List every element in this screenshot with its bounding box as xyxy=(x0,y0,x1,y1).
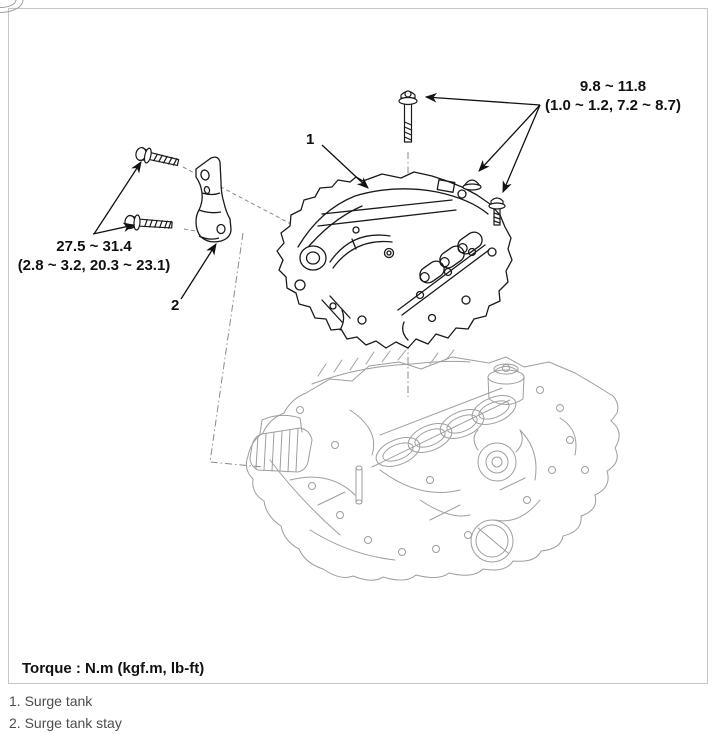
surge-tank-stay-bracket xyxy=(196,157,231,242)
stay-bolt-upper xyxy=(134,146,179,170)
pump-boss xyxy=(474,430,522,481)
center-boss xyxy=(385,249,394,258)
arrow-spec-to-short-bolt xyxy=(503,105,540,192)
torque-unit-note: Torque : N.m (kgf.m, lb-ft) xyxy=(22,660,205,677)
torque-spec-stay-alt: (2.8 ~ 3.2, 20.3 ~ 23.1) xyxy=(17,257,171,274)
surge-tank-dome-nut xyxy=(463,180,481,190)
arrow-callout2-to-stay xyxy=(181,244,216,299)
torque-spec-surge-tank-alt: (1.0 ~ 1.2, 7.2 ~ 8.7) xyxy=(545,97,681,114)
arrow-spec-to-dome-nut xyxy=(479,105,540,171)
torque-spec-stay-nm: 27.5 ~ 31.4 xyxy=(56,238,132,255)
torque-spec-surge-tank xyxy=(540,77,686,115)
stay-bolt-lower xyxy=(124,214,172,232)
stay-position-line xyxy=(210,233,263,467)
surge-tank-long-bolt xyxy=(399,91,417,142)
stud-bolt xyxy=(356,466,362,504)
bolt-heads xyxy=(297,387,589,556)
coil-boss xyxy=(250,415,312,472)
crank-opening xyxy=(471,520,513,562)
legend-item-surge-tank-stay: 2. Surge tank stay xyxy=(9,714,122,731)
intake-port xyxy=(0,0,23,13)
throttle-opening xyxy=(300,246,326,270)
callout-number-1: 1 xyxy=(306,131,315,148)
torque-spec-stay xyxy=(14,237,174,275)
surge-tank-drawing xyxy=(277,172,512,348)
legend xyxy=(9,691,122,734)
oil-filter-housing xyxy=(488,364,524,405)
callout-number-2: 2 xyxy=(171,297,180,314)
torque-spec-surge-tank-nm: 9.8 ~ 11.8 xyxy=(579,78,647,95)
legend-item-surge-tank: 1. Surge tank xyxy=(9,693,93,709)
arrow-spec-to-long-bolt xyxy=(426,97,540,105)
